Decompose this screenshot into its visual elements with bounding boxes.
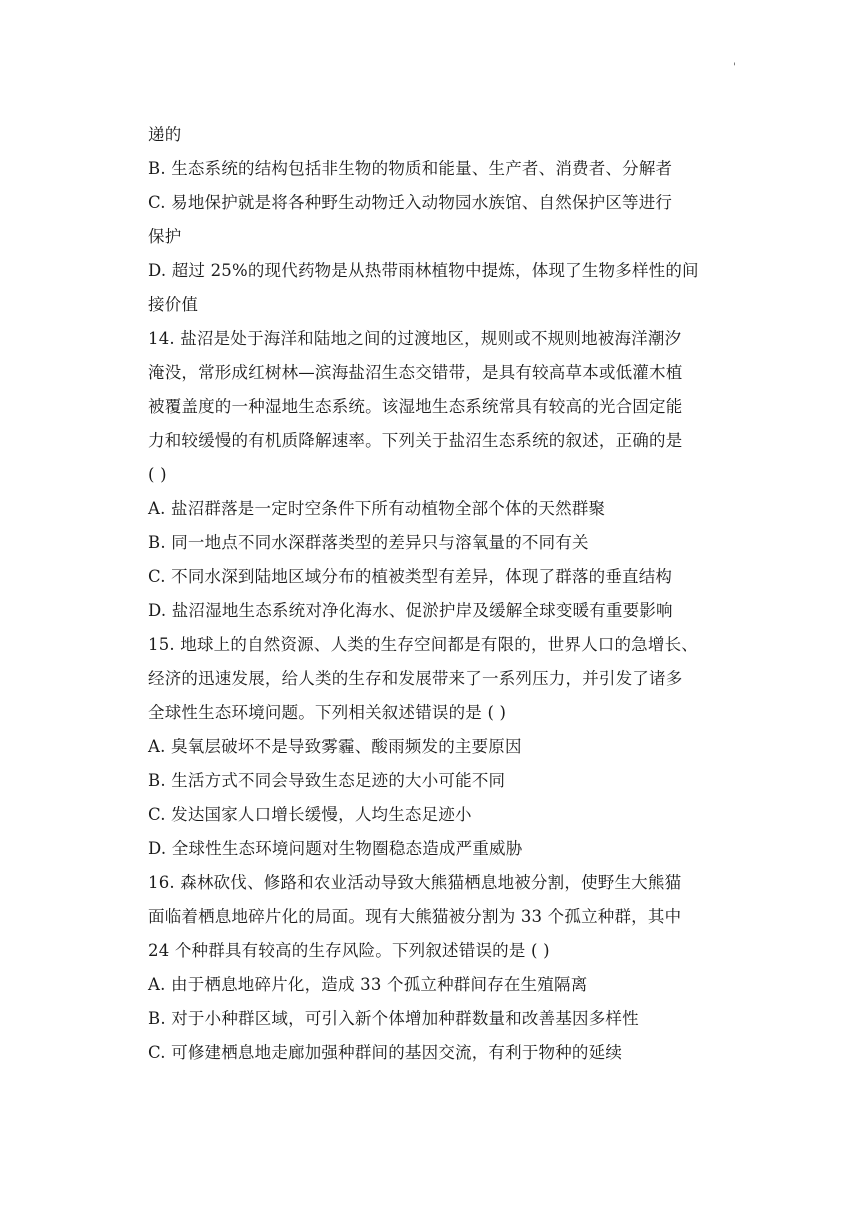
q16-option-b: B. 对于小种群区域，可引入新个体增加种群数量和改善基因多样性 bbox=[148, 1009, 639, 1028]
q14-option-b: B. 同一地点不同水深群落类型的差异只与溶氧量的不同有关 bbox=[148, 533, 589, 552]
q13-continuation-text: 递的 bbox=[148, 125, 182, 144]
q13-option-d-line2: 接价值 bbox=[148, 295, 199, 314]
q15-stem-line1: 15. 地球上的自然资源、人类的生存空间都是有限的，世界人口的急增长、 bbox=[148, 635, 698, 654]
q14-option-c: C. 不同水深到陆地区域分布的植被类型有差异，体现了群落的垂直结构 bbox=[148, 567, 673, 586]
q16-stem-line1: 16. 森林砍伐、修路和农业活动导致大熊猫栖息地被分割，使野生大熊猫 bbox=[148, 873, 682, 892]
q13-option-c-line2: 保护 bbox=[148, 227, 182, 246]
q15-option-b: B. 生活方式不同会导致生态足迹的大小可能不同 bbox=[148, 771, 506, 790]
q15-stem-line2: 经济的迅速发展，给人类的生存和发展带来了一系列压力，并引发了诸多 bbox=[148, 669, 683, 688]
q14-option-a: A. 盐沼群落是一定时空条件下所有动植物全部个体的天然群聚 bbox=[148, 499, 606, 518]
q14-stem-line2: 淹没，常形成红树林—滨海盐沼生态交错带，是具有较高草本或低灌木植 bbox=[148, 363, 683, 382]
q15-option-a: A. 臭氧层破坏不是导致雾霾、酸雨频发的主要原因 bbox=[148, 737, 522, 756]
q16-option-c: C. 可修建栖息地走廊加强种群间的基因交流，有利于物种的延续 bbox=[148, 1043, 623, 1062]
q15-option-d: D. 全球性生态环境问题对生物圈稳态造成严重威胁 bbox=[148, 839, 523, 858]
q15-option-c: C. 发达国家人口增长缓慢，人均生态足迹小 bbox=[148, 805, 472, 824]
q14-option-d: D. 盐沼湿地生态系统对净化海水、促淤护岸及缓解全球变暖有重要影响 bbox=[148, 601, 673, 620]
q13-option-d-line1: D. 超过 25%的现代药物是从热带雨林植物中提炼，体现了生物多样性的间 bbox=[148, 261, 699, 280]
q16-option-a: A. 由于栖息地碎片化，造成 33 个孤立种群间存在生殖隔离 bbox=[148, 975, 588, 994]
q15-stem-line3: 全球性生态环境问题。下列相关叙述错误的是 ( ) bbox=[148, 703, 507, 722]
q16-stem-line3: 24 个种群具有较高的生存风险。下列叙述错误的是 ( ) bbox=[148, 941, 550, 960]
q13-option-c-line1: C. 易地保护就是将各种野生动物迁入动物园水族馆、自然保护区等进行 bbox=[148, 193, 673, 212]
q14-stem-line3: 被覆盖度的一种湿地生态系统。该湿地生态系统常具有较高的光合固定能 bbox=[148, 397, 683, 416]
question-content bbox=[148, 118, 728, 1070]
corner-mark: ' bbox=[733, 62, 736, 73]
q13-option-b: B. 生态系统的结构包括非生物的物质和能量、生产者、消费者、分解者 bbox=[148, 159, 673, 178]
q14-answer-bracket: ( ) bbox=[148, 465, 167, 484]
q14-stem-line1: 14. 盐沼是处于海洋和陆地之间的过渡地区，规则或不规则地被海洋潮汐 bbox=[148, 329, 682, 348]
q14-stem-line4: 力和较缓慢的有机质降解速率。下列关于盐沼生态系统的叙述，正确的是 bbox=[148, 431, 683, 450]
q16-stem-line2: 面临着栖息地碎片化的局面。现有大熊猫被分割为 33 个孤立种群，其中 bbox=[148, 907, 682, 926]
